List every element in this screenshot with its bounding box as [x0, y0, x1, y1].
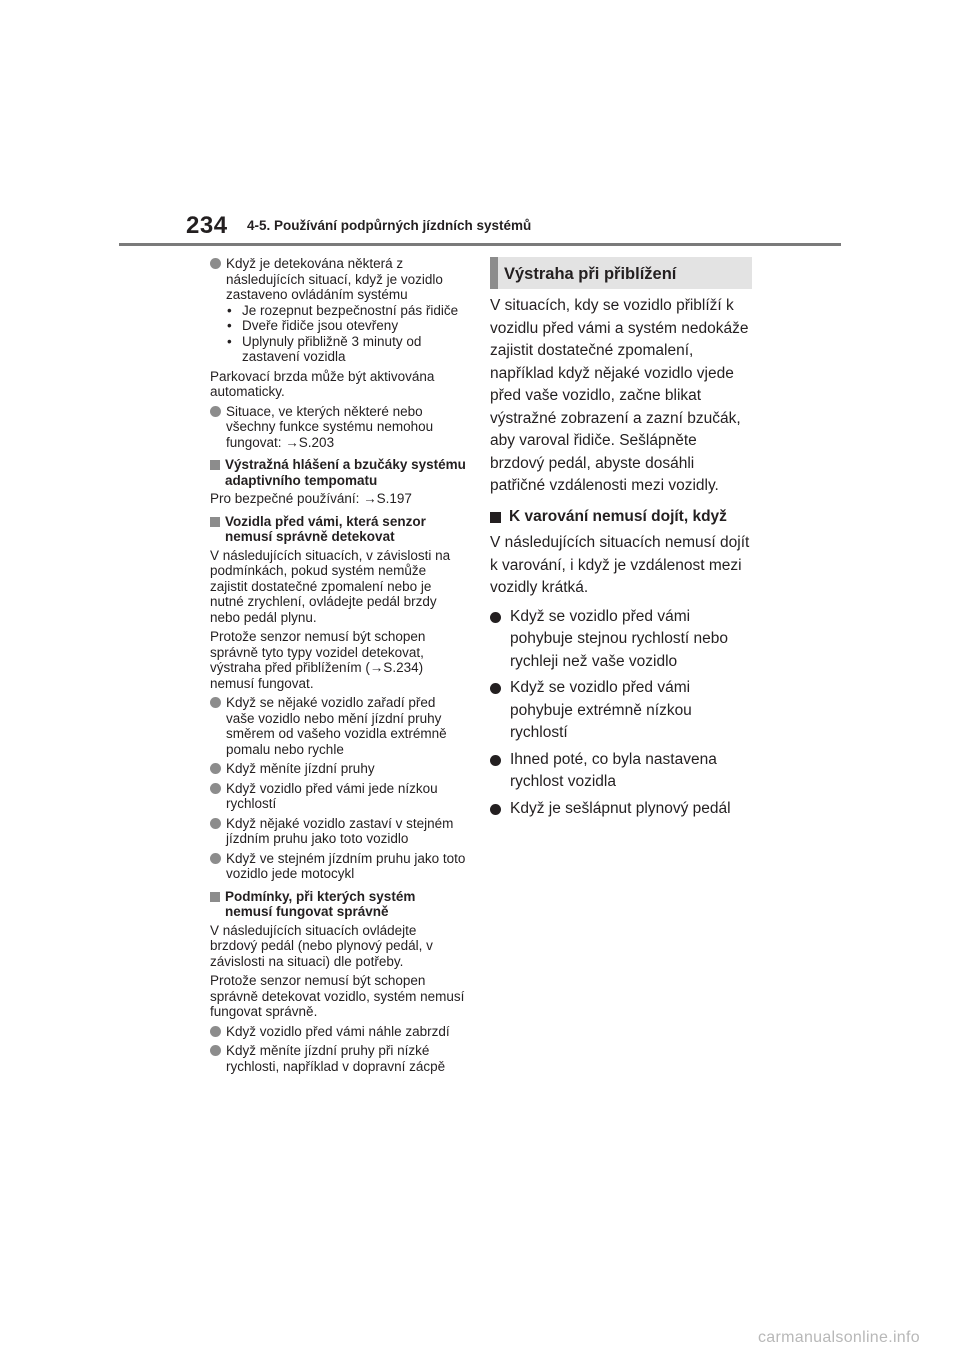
list-item	[210, 256, 466, 365]
paragraph: V situacích, kdy se vozidlo přiblíží k vozidlu před vámi a systém nedokáže zajistit dostatečné zpomalení, například když nějaké vozidlo vjede před vaše vozidlo, začne blikat výstražné zobrazení a zazní bzučák, aby varoval řidiče. Sešlápněte brzdový pedál, abyste dosáhli patřičné vzdálenosti mezi vozidly.	[490, 297, 749, 494]
banner-title: Výstraha při přiblížení	[504, 265, 677, 283]
list-item: Když nějaké vozidlo zastaví v stejném jízdním pruhu jako toto vozidlo	[210, 816, 466, 847]
square-marker-icon	[210, 892, 220, 902]
sub-item: • Dveře řidiče jsou otevřeny	[227, 318, 399, 333]
bullet-text: Situace, ve kterých některé nebo všechny funkce systému nemohou fungovat: →S.203	[226, 403, 434, 450]
square-marker-icon	[490, 512, 501, 523]
watermark: carmanualsonline.info	[758, 1329, 920, 1346]
square-marker-icon	[210, 460, 220, 470]
list-item: Když se vozidlo před vámi pohybuje stejnou rychlostí nebo rychleji než vaše vozidlo	[490, 606, 752, 674]
banner-accent	[490, 257, 498, 289]
list-item: Když měníte jízdní pruhy	[210, 761, 466, 777]
bullet-icon	[210, 1026, 221, 1037]
header-divider	[119, 243, 841, 246]
paragraph: Protože senzor nemusí být schopen správně detekovat vozidlo, systém nemusí fungovat správně.	[210, 973, 465, 1019]
list-item: Když se vozidlo před vámi pohybuje extrémně nízkou rychlostí	[490, 677, 752, 745]
dot-marker-icon: •	[227, 333, 232, 349]
paragraph: V následujících situacích ovládejte brzdový pedál (nebo plynový pedál, v závislosti na situaci) dle potřeby.	[210, 922, 433, 969]
list-item: Když se nějaké vozidlo zařadí před vaše vozidlo nebo mění jízdní pruhy směrem od vašeho vozidla extrémně pomalu nebo rychle	[210, 695, 466, 757]
page-header	[0, 0, 960, 250]
bullet-icon	[210, 763, 221, 774]
bullet-icon	[210, 697, 221, 708]
bullet-icon	[490, 755, 501, 766]
list-item: Když je sešlápnut plynový pedál	[490, 798, 752, 821]
paragraph: V následujících situacích nemusí dojít k varování, i když je vzdálenost mezi vozidly krátká.	[490, 534, 750, 596]
paragraph: Pro bezpečné používání: →S.197	[210, 491, 412, 506]
dot-marker-icon: •	[227, 302, 232, 318]
bullet-text: Když je detekována některá z následujících situací, když je vozidlo zastaveno ovládáním systému	[226, 256, 443, 302]
section-banner	[490, 257, 752, 289]
list-item: Když ve stejném jízdním pruhu jako toto vozidlo jede motocykl	[210, 851, 466, 882]
subsection-heading: K varování nemusí dojít, když	[490, 506, 752, 529]
list-item: Když vozidlo před vámi jede nízkou rychlostí	[210, 781, 466, 812]
bullet-icon	[210, 818, 221, 829]
sub-item: • Je rozepnut bezpečnostní pás řidiče	[227, 302, 459, 318]
page-number: 234	[186, 212, 228, 239]
left-column	[210, 256, 466, 1078]
section-title: 4-5. Používání podpůrných jízdních systémů	[247, 218, 532, 233]
dot-marker-icon: •	[227, 318, 232, 333]
bullet-icon	[490, 612, 501, 623]
sub-item: • Uplynuly přibližně 3 minuty od zastavení vozidla	[227, 333, 422, 364]
right-column	[490, 257, 752, 824]
list-item: Když vozidlo před vámi náhle zabrzdí	[210, 1024, 466, 1040]
list-item: Když měníte jízdní pruhy při nízké rychlosti, například v dopravní zácpě	[210, 1043, 466, 1074]
bullet-icon	[490, 804, 501, 815]
paragraph: Protože senzor nemusí být schopen správně tyto typy vozidel detekovat, výstraha před přiblížením (→S.234) nemusí fungovat.	[210, 629, 426, 691]
list-item: Ihned poté, co byla nastavena rychlost vozidla	[490, 749, 752, 794]
square-marker-icon	[210, 517, 220, 527]
bullet-icon	[210, 258, 221, 269]
subsection-heading: Podmínky, při kterých systém nemusí fungovat správně	[210, 889, 466, 920]
list-item	[210, 404, 466, 451]
paragraph: Parkovací brzda může být aktivována automaticky.	[210, 368, 435, 399]
subsection-heading: Vozidla před vámi, která senzor nemusí správně detekovat	[210, 514, 466, 545]
bullet-icon	[490, 683, 501, 694]
bullet-icon	[210, 1045, 221, 1056]
bullet-icon	[210, 783, 221, 794]
paragraph: V následujících situacích, v závislosti na podmínkách, pokud systém nemůže zajistit dostatečné zpomalení nebo je nutné zrychlení, ovládejte pedál brzdy nebo pedál plynu.	[210, 547, 451, 625]
subsection-heading: Výstražná hlášení a bzučáky systému adaptivního tempomatu	[210, 457, 466, 488]
bullet-icon	[210, 406, 221, 417]
bullet-icon	[210, 853, 221, 864]
